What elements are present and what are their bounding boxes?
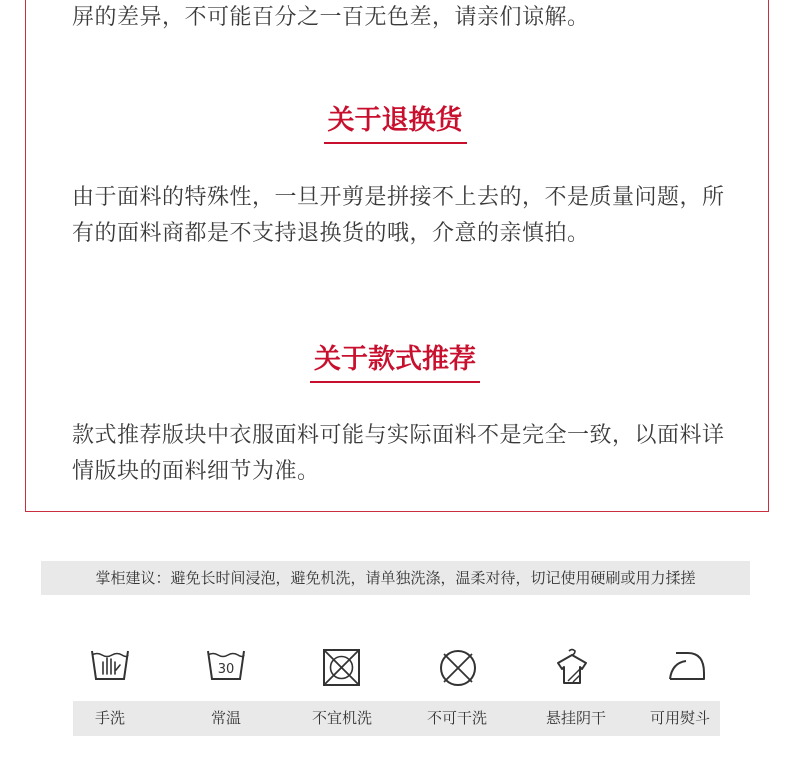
return-policy-heading	[0, 104, 790, 144]
care-label-normal-temp: 常温	[210, 709, 241, 727]
care-label-hang-dry: 悬挂阴干	[545, 709, 606, 727]
iron-icon	[664, 645, 708, 689]
care-icon-row	[52, 645, 742, 689]
hand-wash-icon	[88, 645, 132, 689]
care-label-bar	[73, 701, 720, 736]
care-label-iron: 可用熨斗	[649, 709, 710, 727]
no-dry-clean-icon	[436, 645, 480, 689]
no-machine-wash-icon	[320, 645, 364, 689]
return-policy-text: 由于面料的特殊性，一旦开剪是拼接不上去的，不是质量问题，所有的面料商都是不支持退换货的哦，介意的亲慎拍。	[72, 185, 725, 246]
care-label-no-machine-wash: 不宜机洗	[311, 709, 372, 727]
care-tip-banner: 掌柜建议：避免长时间浸泡，避免机洗，请单独洗涤，温柔对待，切记使用硬刷或用力揉搓	[41, 561, 750, 595]
style-recommendation-heading	[0, 343, 790, 383]
wash-temperature-text: 30	[217, 662, 235, 677]
style-recommendation-heading-text: 关于款式推荐	[310, 343, 480, 383]
care-label-no-dry-clean: 不可干洗	[426, 709, 487, 727]
care-label-hand-wash: 手洗	[94, 709, 125, 727]
hang-dry-shade-icon	[550, 645, 594, 689]
style-recommendation-text: 款式推荐版块中衣服面料可能与实际面料不是完全一致，以面料详情版块的面料细节为准。	[72, 423, 725, 484]
return-policy-heading-text: 关于退换货	[324, 104, 467, 144]
wash-30-icon	[204, 645, 248, 689]
color-difference-text: 屏的差异，不可能百分之一百无色差，请亲们谅解。	[72, 5, 590, 30]
